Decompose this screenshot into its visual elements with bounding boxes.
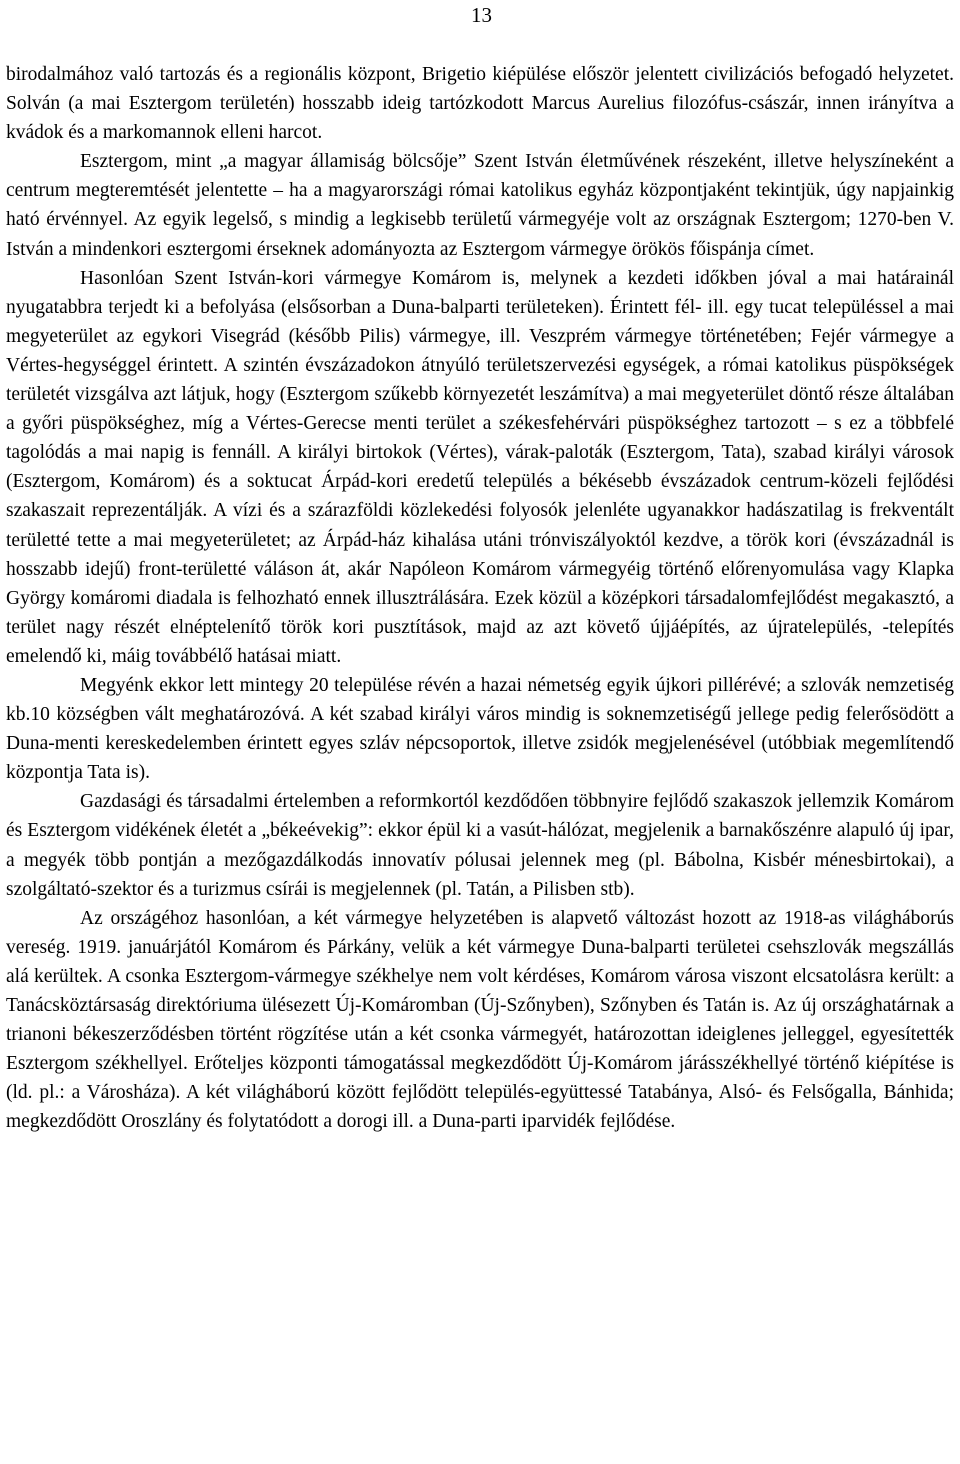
paragraph-2: Esztergom, mint „a magyar államiság bölcsője” Szent István életművének részeként, illetve helyszíneként a centrum megteremtését jelentette – ha a magyarországi római katolikus egyház központjaként tekintjük, úgy napjainkig ható érvénnyel. Az egyik legelső, s mindig a legkisebb területű vármegyéje volt az országnak Esztergom; 1270-ben V. István a mindenkori esztergomi érseknek adományozta az Esztergom vármegye örökös főispánja címet. — [6, 151, 954, 260]
paragraph-3: Hasonlóan Szent István-kori vármegye Komárom is, melynek a kezdeti időkben jóval a mai határainál nyugatabbra terjedt ki a befolyása (elsősorban a Duna-balparti területeken). Érintett fél- ill. egy tucat településsel a mai megyeterület az egykori Visegrád (később Pilis) vármegye, ill. Veszprém vármegye történetében; Fejér vármegye a Vértes-hegységgel érintett. A szintén évszázadokon átnyúló területszervezési egységek, a római katolikus püspökségek területét vizsgálva azt látjuk, hogy (Esztergom szűkebb környezetét leszámítva) a mai megyeterület döntő része általában a győri püspökséghez, míg a Vértes-Gerecse menti terület a székesfehérvári püspökséghez tartozott – s ez a többfelé tagolódás a mai napig is fennáll. A királyi birtokok (Vértes), várak-paloták (Esztergom, Tata), szabad királyi városok (Esztergom, Komárom) és a soktucat Árpád-kori eredetű település a békésebb évszázadok centrum-közeli fejlődési szakaszait reprezentálják. A vízi és a szárazföldi közlekedési folyosók jelenléte ugyanakkor hadászatilag is frekventált területté tette a mai megyeterületet; az Árpád-ház kihalása utáni trónviszályoktól kezdve, a török kori (évszázadnál is hosszabb idejű) front-területté váláson át, akár Napóleon Komárom vármegyéig történő előrenyomulása vagy Klapka György komáromi diadala is felhozható ennek illusztrálására. Ezek közül a középkori társadalomfejlődést megakasztó, a terület nagy részét elnéptelenítő török kori pusztítások, majd az azt követő újjáépítés, az újratelepülés, -telepítés emelendő ki, máig továbbélő hatásai miatt. — [6, 267, 954, 667]
document-body — [6, 60, 954, 1136]
paragraph-1: birodalmához való tartozás és a regionális központ, Brigetio kiépülése először jelentett civilizációs befogadó helyzetet. Solván (a mai Esztergom területén) hosszabb ideig tartózkodott Marcus Aurelius filozófus-császár, innen irányítva a kvádok és a markomannok elleni harcot. — [6, 64, 954, 144]
paragraph-5: Gazdasági és társadalmi értelemben a reformkortól kezdődően többnyire fejlődő szakaszok jellemzik Komárom és Esztergom vidékének életét a „békeévekig”: ekkor épül ki a vasút-hálózat, megjelenik a barnakőszénre alapuló új ipar, a megyék több pontján a mezőgazdálkodás innovatív pólusai jelennek meg (pl. Bábolna, Kisbér ménesbirtokai), a szolgáltató-szektor és a turizmus csírái is megjelennek (pl. Tatán, a Pilisben stb). — [6, 791, 954, 900]
page-number: 13 — [471, 3, 492, 27]
paragraph-6: Az országéhoz hasonlóan, a két vármegye helyzetében is alapvető változást hozott az 1918-as világháborús vereség. 1919. januárjától Komárom és Párkány, velük a két vármegye Duna-balparti területei csehszlovák megszállás alá kerültek. A csonka Esztergom-vármegye székhelye nem volt kérdéses, Komárom városa viszont elcsatolásra került: a Tanácsköztársaság direktóriuma ülésezett Új-Komáromban (Új-Szőnyben), Szőnyben és Tatán is. Az új országhatárnak a trianoni békeszerződésben történt rögzítése után a két csonka vármegyét, határozottan ideiglenes jelleggel, egyesítették Esztergom székhellyel. Erőteljes központi támogatással megkezdődött Új-Komárom járásszékhellyé történő kiépítése is (ld. pl.: a Városháza). A két világháború között fejlődött település-együttessé Tatabánya, Alsó- és Felsőgalla, Bánhida; megkezdődött Oroszlány és folytatódott a dorogi ill. a Duna-parti iparvidék fejlődése. — [6, 907, 954, 1133]
paragraph-4: Megyénk ekkor lett mintegy 20 települése révén a hazai németség egyik újkori pillérévé; a szlovák nemzetiség kb.10 községben vált meghatározóvá. A két szabad királyi város mindig is soknemzetiségű jellege pedig felerősödött a Duna-menti kereskedelemben érintett egyes szláv népcsoportok, illetve zsidók megjelenésével (utóbbiak megemlítendő központja Tata is). — [6, 674, 954, 784]
